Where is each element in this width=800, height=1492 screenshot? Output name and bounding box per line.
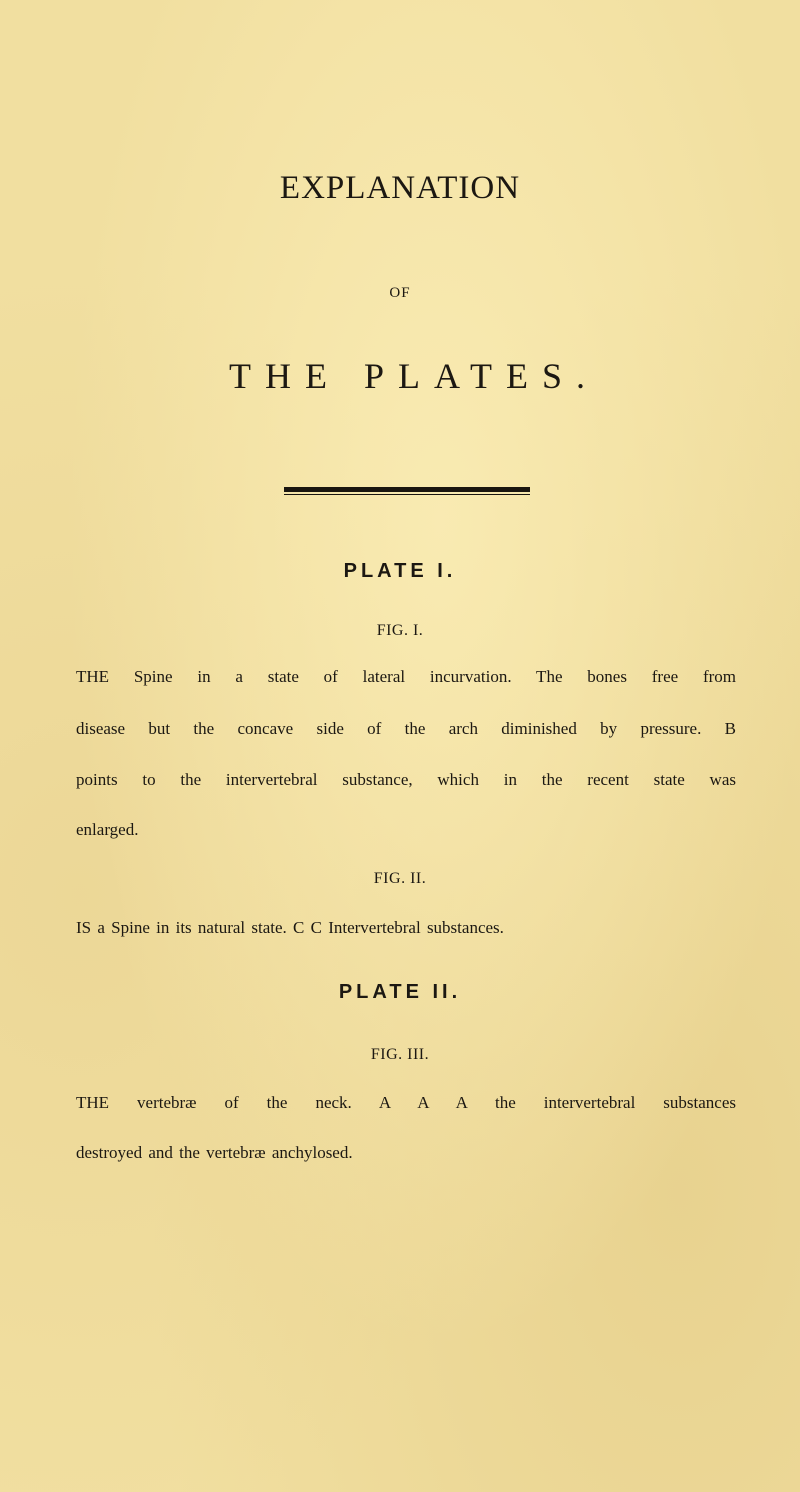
fig-1-label: FIG. I. xyxy=(376,622,424,639)
plate-1-heading: PLATE I. xyxy=(343,560,457,582)
fig-1-text-line: THE Spine in a state of lateral incurvation. The bones free from xyxy=(76,667,736,686)
title-of: OF xyxy=(389,285,411,301)
title-plates: THE PLATES. xyxy=(229,356,599,396)
fig-3-text-line: destroyed and the vertebræ anchylosed. xyxy=(76,1143,353,1162)
thin-rule-divider xyxy=(284,494,530,495)
thick-rule-divider xyxy=(284,487,530,492)
fig-2-text-line: IS a Spine in its natural state. C C Intervertebral substances. xyxy=(76,918,504,937)
fig-3-label: FIG. III. xyxy=(370,1046,430,1063)
fig-2-label: FIG. II. xyxy=(373,870,427,887)
fig-1-text-line: points to the intervertebral substance, which in the recent state was xyxy=(76,770,736,789)
plate-2-heading: PLATE II. xyxy=(338,981,462,1003)
fig-1-text-line: disease but the concave side of the arch diminished by pressure. B xyxy=(76,719,736,738)
page-title: EXPLANATION xyxy=(279,170,521,206)
fig-3-text-line: THE vertebræ of the neck. A A A the intervertebral substances xyxy=(76,1093,736,1112)
fig-1-text-line: enlarged. xyxy=(76,820,139,839)
